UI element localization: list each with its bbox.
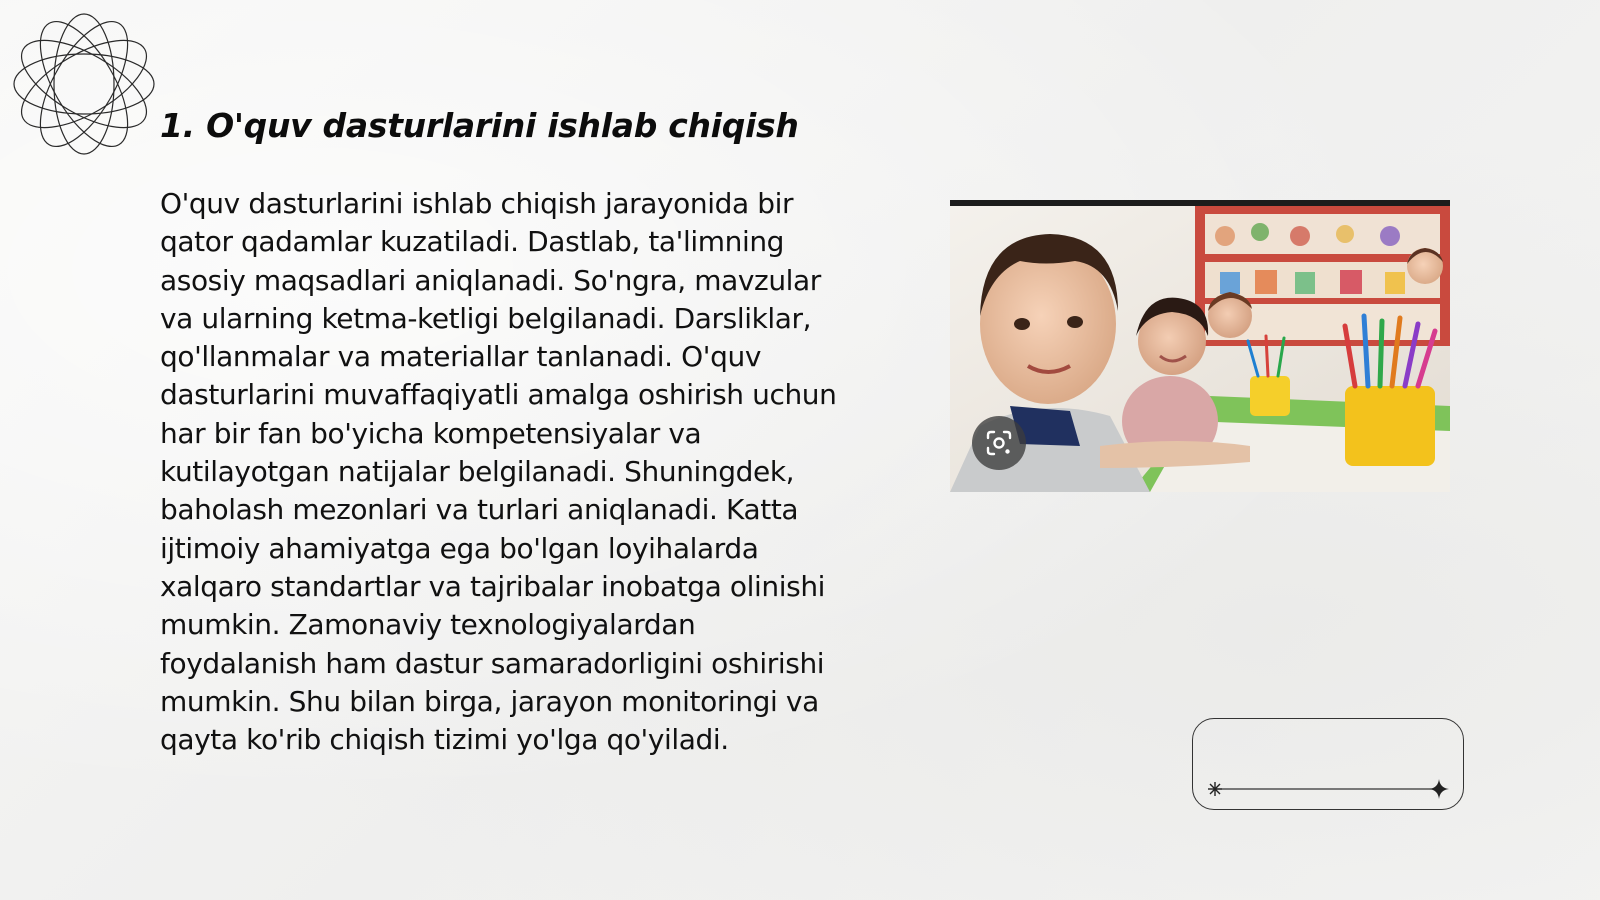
slide-body-text: O'quv dasturlarini ishlab chiqish jarayonida bir qator qadamlar kuzatiladi. Dastlab, ta'limning asosiy maqsadlari aniqlanadi. So'ngra, mavzular va ularning ketma-ketligi belgilanadi. Darsliklar, qo'llanmalar va materiallar tanlanadi. O'quv dasturlarini muvaffaqiyatli amalga oshirish uchun har bir fan bo'yicha kompetensiyalar va kutilayotgan natijalar belgilanadi. Shuningdek, baholash mezonlari va turlari aniqlanadi. Katta ijtimoiy ahamiyatga ega bo'lgan loyihalarda xalqaro standartlar va tajribalar inobatga olinishi mumkin. Zamonaviy texnologiyalardan foydalanish ham dastur samaradorligini oshirishi mumkin. Shu bilan birga, jarayon monitoringi va qayta ko'rib chiqish tizimi yo'lga qo'yiladi. [160, 187, 837, 757]
starburst-icon [1208, 782, 1222, 796]
timeline-line [1193, 719, 1465, 811]
lens-search-icon [985, 429, 1013, 457]
sparkle-icon [1429, 779, 1449, 799]
lens-search-button[interactable] [972, 416, 1026, 470]
orbit-rings-icon [10, 10, 158, 158]
decorative-timeline-box [1192, 718, 1464, 810]
children-photo [950, 200, 1450, 492]
slide-title: 1. O'quv dasturlarini ishlab chiqish [160, 106, 799, 145]
